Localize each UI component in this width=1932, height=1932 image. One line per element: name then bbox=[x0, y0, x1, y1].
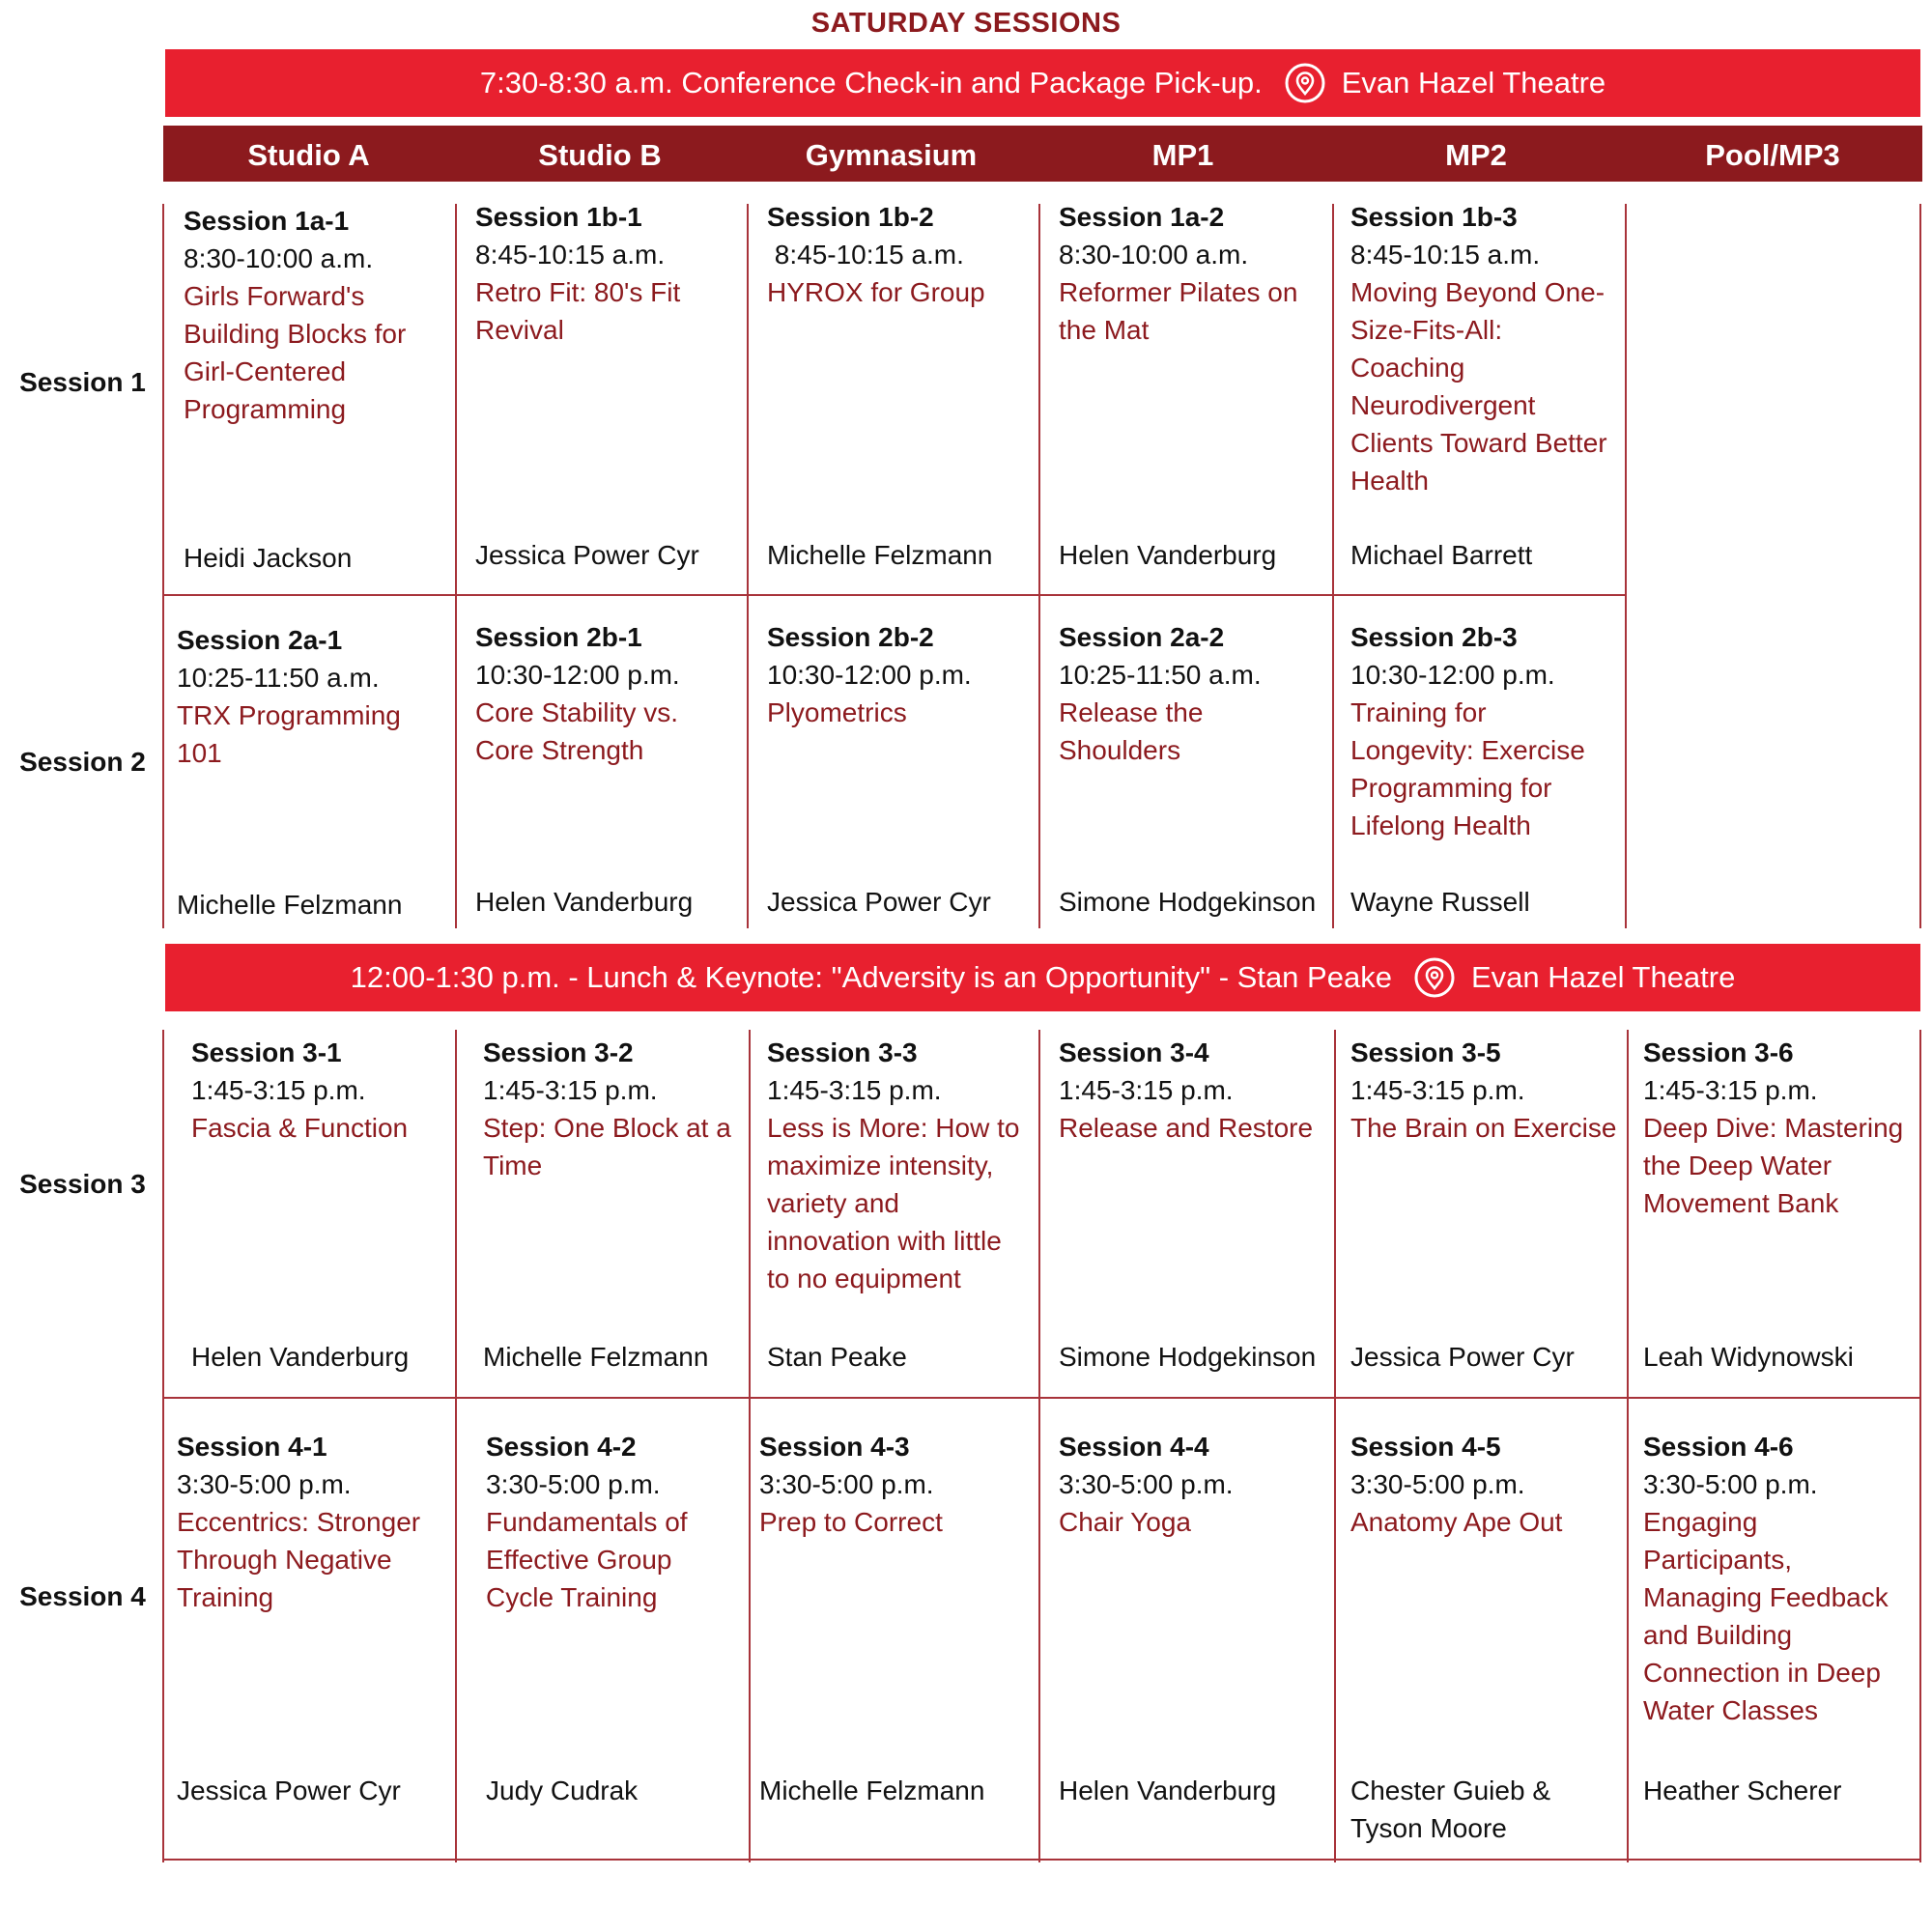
session-presenter bbox=[1059, 1338, 1316, 1376]
session-title: Size-Fits-All: bbox=[1350, 315, 1503, 345]
session-title: HYROX for Group bbox=[767, 277, 985, 307]
session-cell bbox=[191, 1034, 408, 1147]
session-title: 101 bbox=[177, 738, 222, 768]
session-title: Fascia & Function bbox=[191, 1113, 409, 1143]
presenter-name: Helen Vanderburg bbox=[1059, 540, 1277, 570]
session-time: 1:45-3:15 p.m. bbox=[483, 1075, 658, 1105]
session-presenter bbox=[1059, 883, 1316, 921]
session-title: Core Stability vs. bbox=[475, 697, 679, 727]
session-id: Session 4-6 bbox=[1643, 1432, 1794, 1462]
session-title: Health bbox=[1350, 466, 1429, 496]
session-cell bbox=[475, 618, 680, 769]
room-header-mp2: MP2 bbox=[1445, 138, 1507, 172]
session-cell bbox=[1059, 1428, 1234, 1541]
session-title: to no equipment bbox=[767, 1264, 961, 1293]
session-title: Clients Toward Better bbox=[1350, 428, 1607, 458]
session-id: Session 3-3 bbox=[767, 1037, 918, 1067]
session-title: Chair Yoga bbox=[1059, 1507, 1192, 1537]
session-cell bbox=[1059, 618, 1262, 769]
session-title: Programming for bbox=[1350, 773, 1552, 803]
grid-line bbox=[162, 1030, 164, 1862]
session-id: Session 1b-3 bbox=[1350, 202, 1518, 232]
presenter-name: Jessica Power Cyr bbox=[177, 1776, 401, 1805]
session-cell bbox=[767, 198, 985, 311]
grid-line bbox=[162, 1397, 1921, 1399]
session-title: Revival bbox=[475, 315, 564, 345]
presenter-name: Heather Scherer bbox=[1643, 1776, 1842, 1805]
session-time: 10:30-12:00 p.m. bbox=[475, 660, 680, 690]
session-presenter bbox=[486, 1772, 638, 1809]
room-header-studio-b: Studio B bbox=[538, 138, 662, 172]
session-title: Time bbox=[483, 1151, 543, 1180]
presenter-name: Jessica Power Cyr bbox=[767, 887, 991, 917]
session-presenter bbox=[1059, 1772, 1276, 1809]
session-title: Retro Fit: 80's Fit bbox=[475, 277, 681, 307]
session-cell bbox=[1350, 1428, 1562, 1541]
presenter-name: Judy Cudrak bbox=[486, 1776, 639, 1805]
presenter-name: Jessica Power Cyr bbox=[475, 540, 699, 570]
checkin-banner-location: Evan Hazel Theatre bbox=[1341, 66, 1606, 99]
session-time: 8:30-10:00 a.m. bbox=[184, 243, 374, 273]
session-presenter bbox=[1350, 536, 1532, 574]
room-header-row bbox=[163, 126, 1922, 182]
session-cell bbox=[184, 202, 406, 428]
session-time: 3:30-5:00 p.m. bbox=[1059, 1469, 1234, 1499]
map-pin-icon bbox=[1284, 62, 1326, 104]
checkin-banner-text: 7:30-8:30 a.m. Conference Check-in and Package Pick-up. bbox=[479, 66, 1263, 99]
row-label-session-2: Session 2 bbox=[19, 747, 146, 777]
session-presenter bbox=[475, 536, 699, 574]
lunch-banner-text: 12:00-1:30 p.m. - Lunch & Keynote: "Adversity is an Opportunity" - Stan Peake bbox=[350, 960, 1392, 994]
session-cell bbox=[1059, 1034, 1313, 1147]
session-cell bbox=[1643, 1428, 1889, 1729]
session-title: Through Negative bbox=[177, 1545, 392, 1575]
presenter-name: Leah Widynowski bbox=[1643, 1342, 1854, 1372]
session-time: 8:30-10:00 a.m. bbox=[1059, 240, 1249, 270]
session-time: 8:45-10:15 a.m. bbox=[767, 240, 964, 270]
session-presenter bbox=[184, 539, 352, 577]
session-presenter bbox=[1350, 883, 1530, 921]
session-id: Session 4-1 bbox=[177, 1432, 327, 1462]
session-title: the Mat bbox=[1059, 315, 1150, 345]
room-header-studio-a: Studio A bbox=[247, 138, 370, 172]
session-title: innovation with little bbox=[767, 1226, 1002, 1256]
session-id: Session 2b-3 bbox=[1350, 622, 1518, 652]
session-cell bbox=[767, 1034, 1019, 1297]
session-title: and Building bbox=[1643, 1620, 1793, 1650]
presenter-name: Stan Peake bbox=[767, 1342, 907, 1372]
room-header-mp1: MP1 bbox=[1151, 138, 1214, 172]
session-title: Movement Bank bbox=[1643, 1188, 1839, 1218]
grid-line bbox=[1627, 1030, 1629, 1862]
session-time: 10:25-11:50 a.m. bbox=[177, 663, 380, 693]
session-time: 1:45-3:15 p.m. bbox=[1643, 1075, 1818, 1105]
session-time: 10:25-11:50 a.m. bbox=[1059, 660, 1262, 690]
presenter-name: Michelle Felzmann bbox=[759, 1776, 985, 1805]
session-id: Session 1a-2 bbox=[1059, 202, 1225, 232]
session-title: TRX Programming bbox=[177, 700, 401, 730]
session-title: Release and Restore bbox=[1059, 1113, 1314, 1143]
session-presenter bbox=[767, 883, 991, 921]
session-title: Building Blocks for bbox=[184, 319, 407, 349]
grid-line bbox=[747, 204, 749, 928]
grid-line bbox=[162, 1859, 1921, 1861]
session-title: Longevity: Exercise bbox=[1350, 735, 1585, 765]
session-id: Session 3-6 bbox=[1643, 1037, 1794, 1067]
session-cell bbox=[767, 618, 972, 731]
session-time: 1:45-3:15 p.m. bbox=[191, 1075, 366, 1105]
session-title: variety and bbox=[767, 1188, 899, 1218]
session-title: Moving Beyond One- bbox=[1350, 277, 1605, 307]
session-presenter bbox=[1350, 1772, 1550, 1847]
session-id: Session 3-1 bbox=[191, 1037, 342, 1067]
session-cell bbox=[475, 198, 680, 349]
session-title: Release the bbox=[1059, 697, 1204, 727]
session-id: Session 3-4 bbox=[1059, 1037, 1209, 1067]
session-cell bbox=[1643, 1034, 1903, 1222]
session-title: Deep Dive: Mastering bbox=[1643, 1113, 1904, 1143]
row-label-session-1: Session 1 bbox=[19, 367, 146, 397]
session-title: Neurodivergent bbox=[1350, 390, 1536, 420]
session-time: 8:45-10:15 a.m. bbox=[1350, 240, 1541, 270]
session-presenter bbox=[177, 1772, 401, 1809]
lunch-banner bbox=[165, 944, 1920, 1011]
session-id: Session 4-3 bbox=[759, 1432, 910, 1462]
session-presenter bbox=[1643, 1338, 1854, 1376]
grid-line bbox=[1625, 204, 1627, 928]
session-cell bbox=[1350, 198, 1607, 499]
session-id: Session 2a-2 bbox=[1059, 622, 1225, 652]
session-id: Session 1b-1 bbox=[475, 202, 642, 232]
session-time: 3:30-5:00 p.m. bbox=[759, 1469, 934, 1499]
session-presenter bbox=[191, 1338, 409, 1376]
session-time: 8:45-10:15 a.m. bbox=[475, 240, 666, 270]
session-time: 10:30-12:00 p.m. bbox=[767, 660, 972, 690]
session-time: 3:30-5:00 p.m. bbox=[486, 1469, 661, 1499]
session-title: the Deep Water bbox=[1643, 1151, 1833, 1180]
session-time: 1:45-3:15 p.m. bbox=[1350, 1075, 1525, 1105]
presenter-name: Jessica Power Cyr bbox=[1350, 1342, 1575, 1372]
session-title: Core Strength bbox=[475, 735, 644, 765]
session-cell bbox=[1350, 1034, 1616, 1147]
session-time: 3:30-5:00 p.m. bbox=[1350, 1469, 1525, 1499]
session-title: The Brain on Exercise bbox=[1350, 1113, 1617, 1143]
session-title: Training bbox=[177, 1582, 274, 1612]
session-cell bbox=[486, 1428, 688, 1616]
session-cell bbox=[177, 621, 401, 772]
presenter-name: Michelle Felzmann bbox=[767, 540, 993, 570]
session-title: Eccentrics: Stronger bbox=[177, 1507, 421, 1537]
session-presenter bbox=[1643, 1772, 1841, 1809]
session-title: Plyometrics bbox=[767, 697, 907, 727]
session-title: Step: One Block at a bbox=[483, 1113, 731, 1143]
session-title: Less is More: How to bbox=[767, 1113, 1020, 1143]
session-id: Session 3-2 bbox=[483, 1037, 634, 1067]
grid-line bbox=[455, 204, 457, 928]
presenter-name: Michelle Felzmann bbox=[483, 1342, 709, 1372]
session-cell bbox=[1059, 198, 1297, 349]
grid-line bbox=[1332, 204, 1334, 928]
session-title: Water Classes bbox=[1643, 1695, 1819, 1725]
session-presenter bbox=[483, 1338, 708, 1376]
session-id: Session 2a-1 bbox=[177, 625, 343, 655]
session-title: Shoulders bbox=[1059, 735, 1181, 765]
presenter-name: Helen Vanderburg bbox=[191, 1342, 410, 1372]
session-id: Session 3-5 bbox=[1350, 1037, 1501, 1067]
session-cell bbox=[759, 1428, 943, 1541]
session-title: Girl-Centered bbox=[184, 356, 347, 386]
grid-line bbox=[1334, 1030, 1336, 1862]
session-presenter bbox=[475, 883, 693, 921]
row-label-session-3: Session 3 bbox=[19, 1169, 146, 1199]
checkin-banner bbox=[165, 49, 1920, 117]
session-id: Session 4-5 bbox=[1350, 1432, 1501, 1462]
presenter-name: Simone Hodgekinson bbox=[1059, 1342, 1317, 1372]
session-id: Session 4-2 bbox=[486, 1432, 637, 1462]
session-title: Participants, bbox=[1643, 1545, 1793, 1575]
session-title: Training for bbox=[1350, 697, 1487, 727]
session-title: Programming bbox=[184, 394, 347, 424]
session-title: Effective Group bbox=[486, 1545, 672, 1575]
session-time: 1:45-3:15 p.m. bbox=[767, 1075, 942, 1105]
session-id: Session 2b-2 bbox=[767, 622, 934, 652]
session-title: Lifelong Health bbox=[1350, 810, 1531, 840]
session-id: Session 2b-1 bbox=[475, 622, 642, 652]
session-title: Engaging bbox=[1643, 1507, 1758, 1537]
grid-line bbox=[1038, 1030, 1040, 1862]
grid-line bbox=[1919, 204, 1921, 928]
session-time: 10:30-12:00 p.m. bbox=[1350, 660, 1555, 690]
grid-line bbox=[162, 204, 164, 928]
session-presenter bbox=[1059, 536, 1276, 574]
room-header-pool-mp3: Pool/MP3 bbox=[1705, 138, 1840, 172]
presenter-name: Simone Hodgekinson bbox=[1059, 887, 1317, 917]
session-time: 3:30-5:00 p.m. bbox=[177, 1469, 352, 1499]
presenter-name: Michelle Felzmann bbox=[177, 890, 403, 920]
session-id: Session 4-4 bbox=[1059, 1432, 1209, 1462]
presenter-name: Tyson Moore bbox=[1350, 1813, 1507, 1843]
presenter-name: Helen Vanderburg bbox=[475, 887, 694, 917]
grid-line bbox=[455, 1030, 457, 1862]
presenter-name: Chester Guieb & bbox=[1350, 1776, 1550, 1805]
session-presenter bbox=[767, 536, 992, 574]
session-presenter bbox=[1350, 1338, 1575, 1376]
grid-line bbox=[749, 1030, 751, 1862]
session-time: 3:30-5:00 p.m. bbox=[1643, 1469, 1818, 1499]
session-presenter bbox=[177, 886, 402, 923]
session-title: Girls Forward's bbox=[184, 281, 365, 311]
map-pin-icon bbox=[1413, 956, 1456, 999]
row-label-session-4: Session 4 bbox=[19, 1581, 146, 1611]
session-time: 1:45-3:15 p.m. bbox=[1059, 1075, 1234, 1105]
presenter-name: Helen Vanderburg bbox=[1059, 1776, 1277, 1805]
session-id: Session 1b-2 bbox=[767, 202, 934, 232]
room-header-gymnasium: Gymnasium bbox=[805, 138, 978, 172]
session-title: Fundamentals of bbox=[486, 1507, 688, 1537]
session-cell bbox=[483, 1034, 731, 1184]
session-title: Prep to Correct bbox=[759, 1507, 943, 1537]
presenter-name: Heidi Jackson bbox=[184, 543, 353, 573]
session-title: Reformer Pilates on bbox=[1059, 277, 1298, 307]
session-title: Cycle Training bbox=[486, 1582, 658, 1612]
grid-line bbox=[162, 594, 1627, 596]
session-title: Anatomy Ape Out bbox=[1350, 1507, 1563, 1537]
presenter-name: Michael Barrett bbox=[1350, 540, 1533, 570]
session-title: Managing Feedback bbox=[1643, 1582, 1889, 1612]
session-cell bbox=[1350, 618, 1585, 844]
page-title: SATURDAY SESSIONS bbox=[810, 8, 1122, 39]
grid-line bbox=[1038, 204, 1040, 928]
session-title: Coaching bbox=[1350, 353, 1465, 383]
session-presenter bbox=[767, 1338, 907, 1376]
session-presenter bbox=[759, 1772, 984, 1809]
session-title: Connection in Deep bbox=[1643, 1658, 1881, 1688]
presenter-name: Wayne Russell bbox=[1350, 887, 1530, 917]
grid-line bbox=[1919, 1030, 1921, 1862]
lunch-banner-location: Evan Hazel Theatre bbox=[1470, 960, 1736, 994]
session-id: Session 1a-1 bbox=[184, 206, 350, 236]
session-title: maximize intensity, bbox=[767, 1151, 994, 1180]
session-cell bbox=[177, 1428, 420, 1616]
